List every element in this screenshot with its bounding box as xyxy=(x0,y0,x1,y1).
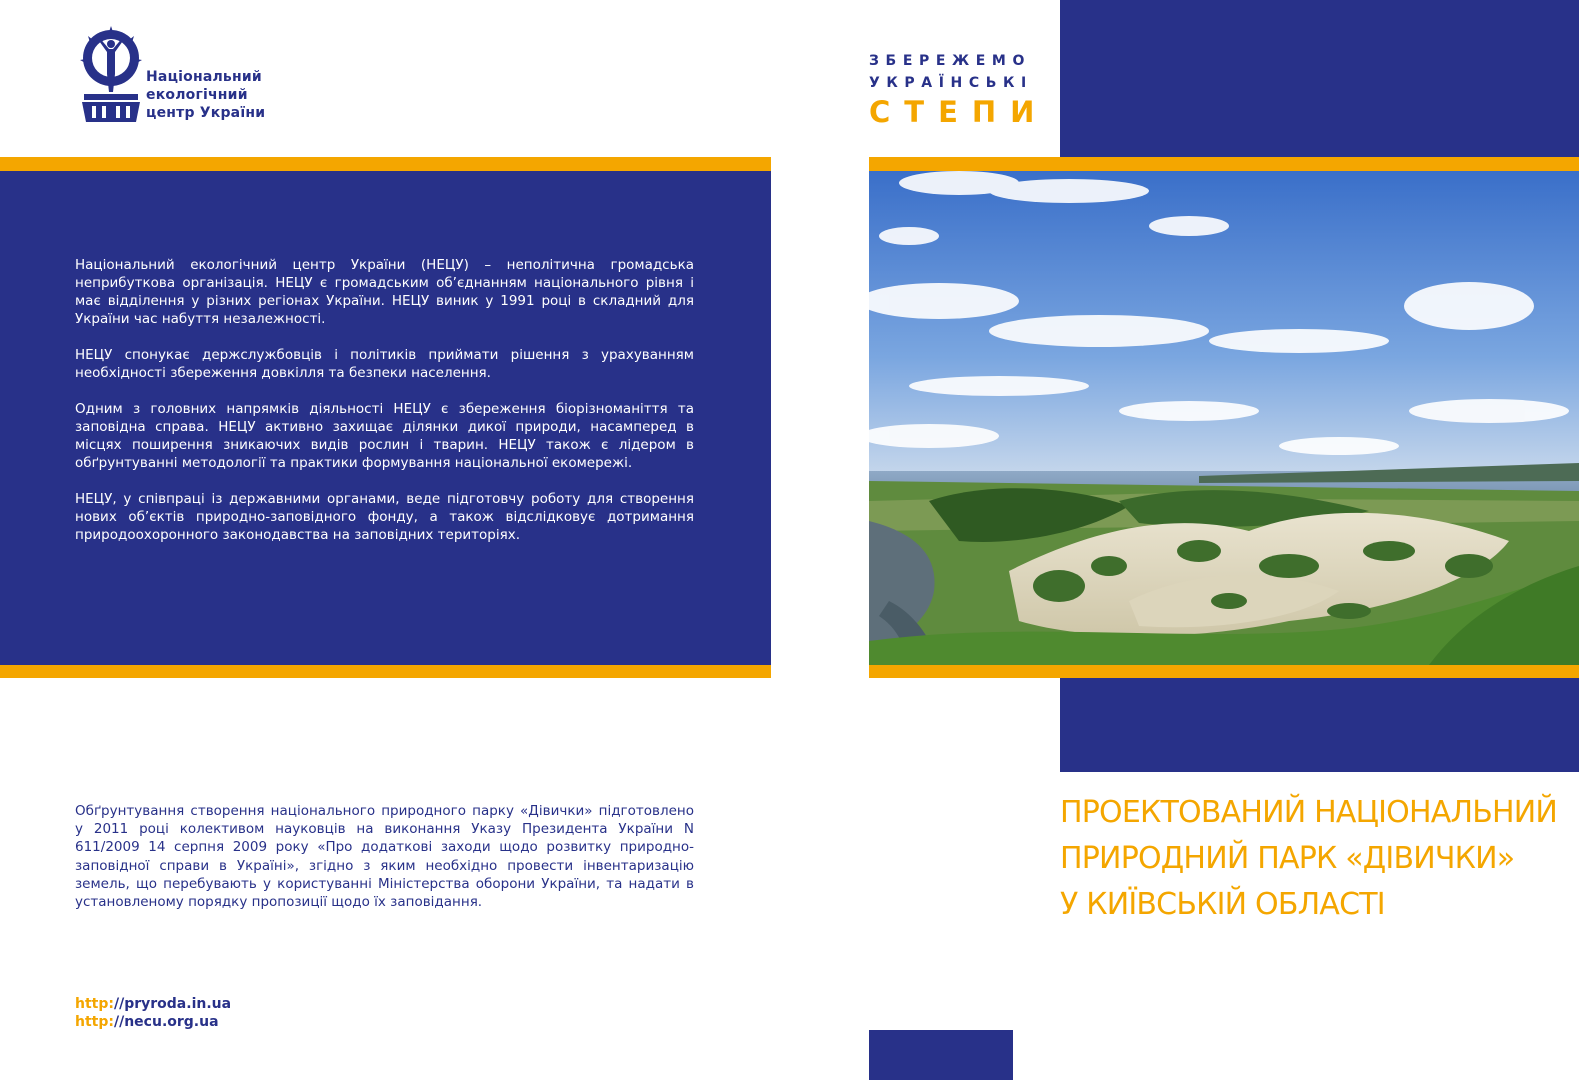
org-name-line: центр України xyxy=(146,105,266,121)
navy-block xyxy=(1060,0,1579,157)
gold-stripe xyxy=(869,157,1579,171)
website-links xyxy=(75,995,231,1031)
link-address: //necu.org.ua xyxy=(113,1014,219,1030)
gold-stripe xyxy=(0,665,771,678)
slogan-highlight: СТЕПИ xyxy=(869,95,1049,129)
link-protocol: http: xyxy=(75,996,114,1012)
org-name xyxy=(146,68,265,122)
link-address: //pryroda.in.ua xyxy=(113,996,232,1012)
navy-block xyxy=(869,1030,1013,1080)
sunflower-emblem-icon xyxy=(78,22,144,126)
gold-stripe xyxy=(0,157,771,171)
dunes-river-landscape-image xyxy=(869,171,1579,665)
org-name-line: Національний xyxy=(146,69,262,85)
title-line: ПРОЕКТОВАНИЙ НАЦІОНАЛЬНИЙ xyxy=(1060,795,1558,830)
about-paragraph: Одним з головних напрямків діяльності НЕЦУ є збереження біорізноманіття та заповідна справа. НЕЦУ активно захищає ділянки дикої природи, насамперед в місцях поширення зникаючих видів рослин і тварин. НЕЦУ також є лідером в обґрунтуванні методології та практики формування національної екомережі. xyxy=(75,401,694,471)
about-paragraph: Національний екологічний центр України (НЕЦУ) – неполітична громадська неприбуткова організація. НЕЦУ є громадським об’єднанням національного рівня і має відділення у різних регіонах України. НЕЦУ виник у 1991 році в складний для України час набуття незалежності. xyxy=(75,257,694,327)
website-link[interactable] xyxy=(75,1013,231,1031)
slogan xyxy=(869,50,1048,130)
about-paragraph: НЕЦУ, у співпраці із державними органами, веде підготовчу роботу для створення нових об’єктів природно-заповідного фонду, а також відслідковує дотримання природоохоронного законодавства на заповідних територіях. xyxy=(75,491,694,543)
slogan-line: УКРАЇНСЬКІ xyxy=(869,75,1033,91)
title-line: У КИЇВСЬКІЙ ОБЛАСТІ xyxy=(1060,887,1385,922)
landscape-photo xyxy=(869,171,1579,665)
slogan-line: ЗБЕРЕЖЕМО xyxy=(869,53,1031,69)
necu-logo xyxy=(78,22,278,126)
about-text xyxy=(75,256,694,562)
project-description: Обґрунтування створення національного природного парку «Дівички» підготовлено у 2011 році колективом науковців на виконання Указу Президента України N 611/2009 14 серпня 2009 року «Про додаткові заходи щодо розвитку природно-заповідної справи в Україні», згідно з яким необхідно провести інвентаризацію земель, що перебувають у користуванні Міністерства оборони України, та надати в установленому порядку пропозиції щодо їх заповідання. xyxy=(75,803,694,911)
link-protocol: http: xyxy=(75,1014,114,1030)
document-title xyxy=(1060,790,1575,928)
org-name-line: екологічний xyxy=(146,87,248,103)
gold-stripe xyxy=(869,665,1579,678)
title-line: ПРИРОДНИЙ ПАРК «ДІВИЧКИ» xyxy=(1060,841,1515,876)
website-link[interactable] xyxy=(75,995,231,1013)
navy-block xyxy=(1060,678,1579,772)
about-paragraph: НЕЦУ спонукає держслужбовців і політиків приймати рішення з урахуванням необхідності збереження довкілля та безпеки населення. xyxy=(75,347,694,381)
